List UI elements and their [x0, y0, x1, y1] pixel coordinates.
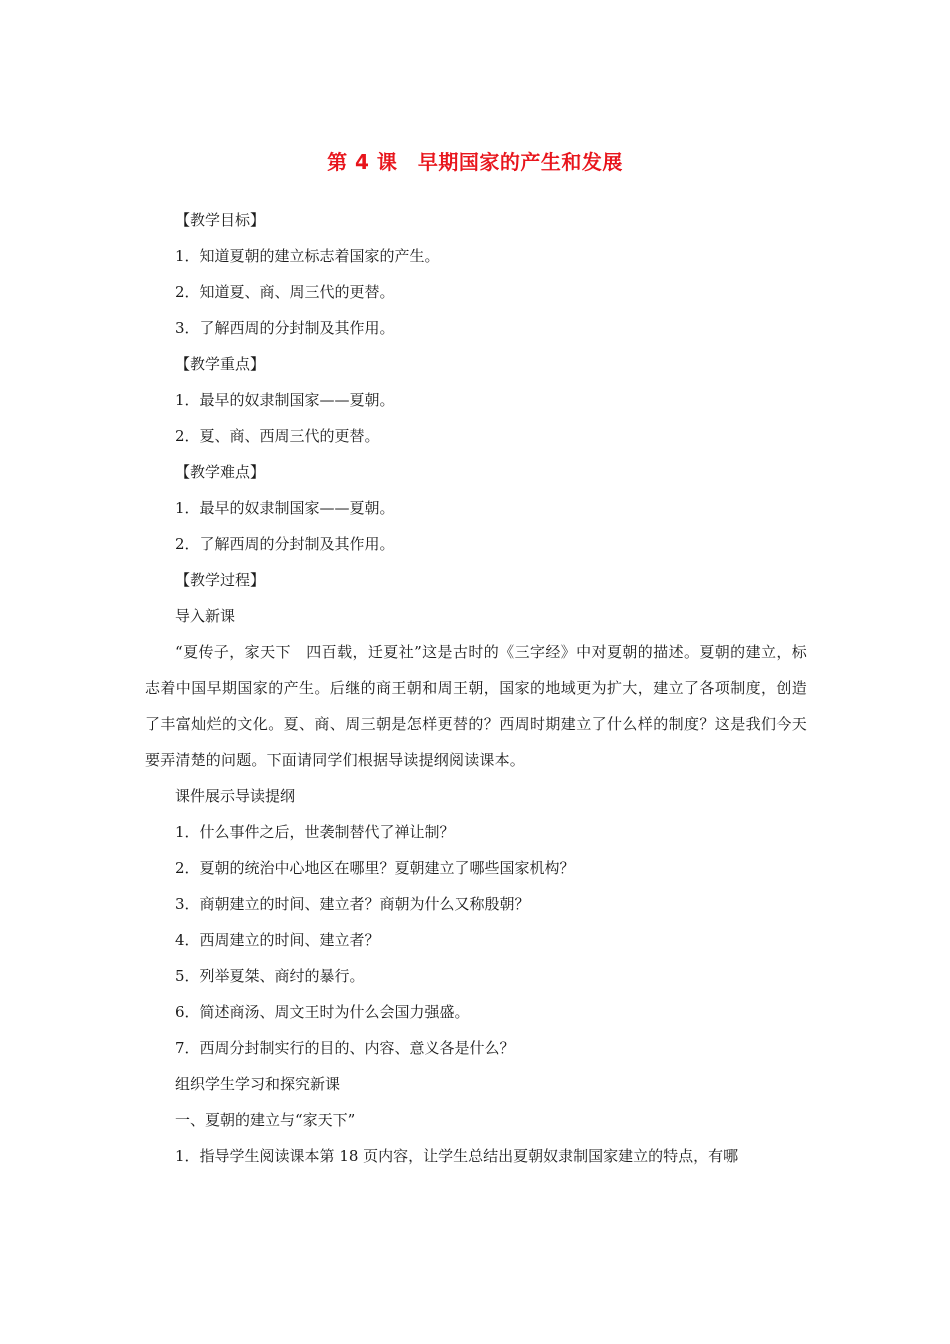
part1-heading: 一、夏朝的建立与“家天下”: [175, 1111, 356, 1129]
section-heading-difficulties: 【教学难点】: [175, 463, 266, 481]
outline-item: 4．西周建立的时间、建立者？: [175, 931, 380, 949]
outline-item: 6．简述商汤、周文王时为什么会国力强盛。: [175, 1003, 470, 1021]
page-title: 第 4 课 早期国家的产生和发展: [327, 150, 623, 174]
intro-paragraph: “夏传子，家天下 四百载，迁夏社”这是古时的《三字经》中对夏朝的描述。夏朝的建立，标志着中国早期国家的产生。后继的商王朝和周王朝，国家的地域更为扩大，建立了各项制度，创造了丰富灿烂的文化。夏、商、周三朝是怎样更替的？西周时期建立了什么样的制度？这是我们今天要弄清楚的问题。下面请同学们根据导读提纲阅读课本。: [145, 643, 807, 769]
objective-item: 2．知道夏、商、周三代的更替。: [175, 283, 395, 301]
outline-item: 1．什么事件之后，世袭制替代了禅让制？: [175, 823, 455, 841]
objective-item: 1．知道夏朝的建立标志着国家的产生。: [175, 247, 440, 265]
outline-item: 2．夏朝的统治中心地区在哪里？夏朝建立了哪些国家机构？: [175, 859, 575, 877]
section-heading-process: 【教学过程】: [175, 571, 266, 589]
intro-heading: 导入新课: [175, 607, 236, 625]
key-point-item: 2．夏、商、西周三代的更替。: [175, 427, 380, 445]
section-heading-objectives: 【教学目标】: [175, 211, 266, 229]
part1-item: 1．指导学生阅读课本第 18 页内容，让学生总结出夏朝奴隶制国家建立的特点，有哪: [175, 1147, 739, 1165]
section-heading-key-points: 【教学重点】: [175, 355, 266, 373]
document-body: [145, 202, 807, 1174]
organize-heading: 组织学生学习和探究新课: [175, 1075, 341, 1093]
outline-item: 7．西周分封制实行的目的、内容、意义各是什么？: [175, 1039, 515, 1057]
outline-heading: 课件展示导读提纲: [175, 787, 296, 805]
difficulty-item: 1．最早的奴隶制国家——夏朝。: [175, 499, 395, 517]
difficulty-item: 2．了解西周的分封制及其作用。: [175, 535, 395, 553]
outline-item: 5．列举夏桀、商纣的暴行。: [175, 967, 365, 985]
outline-item: 3．商朝建立的时间、建立者？商朝为什么又称殷朝？: [175, 895, 530, 913]
objective-item: 3．了解西周的分封制及其作用。: [175, 319, 395, 337]
key-point-item: 1．最早的奴隶制国家——夏朝。: [175, 391, 395, 409]
